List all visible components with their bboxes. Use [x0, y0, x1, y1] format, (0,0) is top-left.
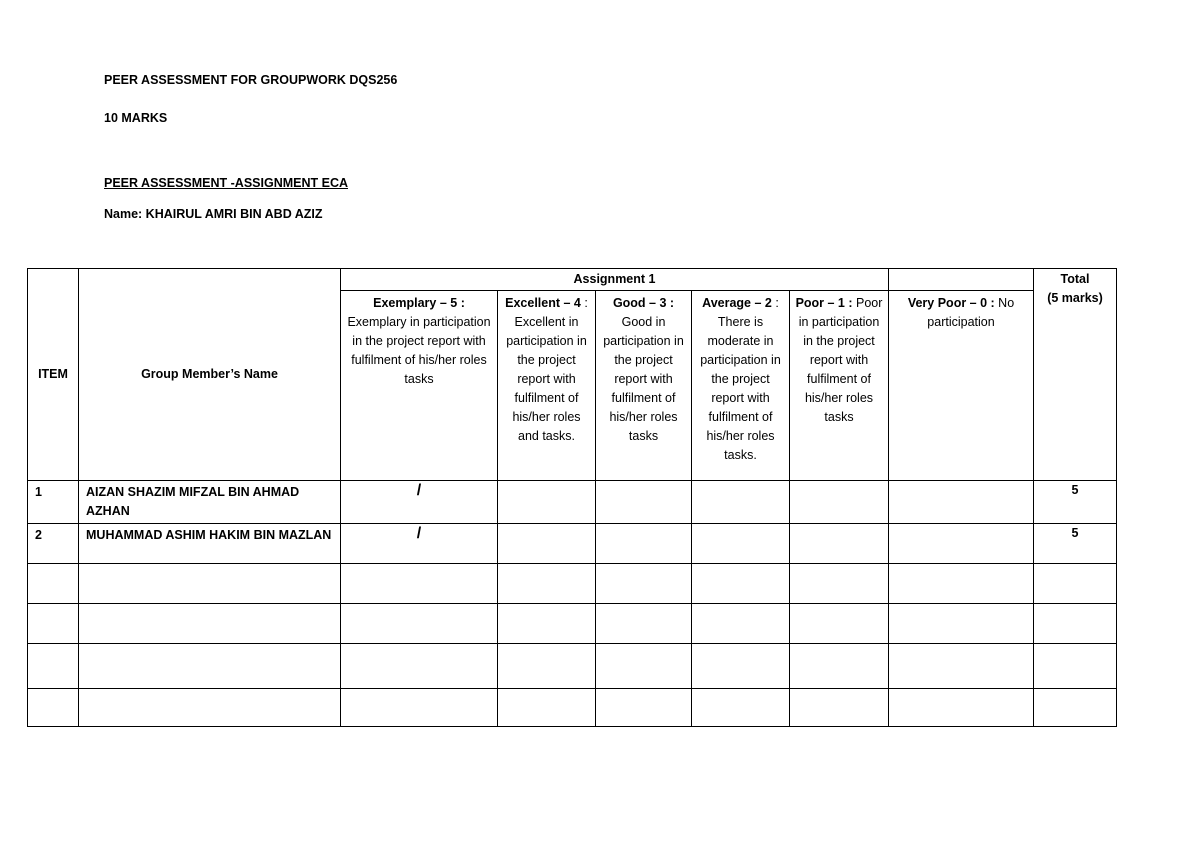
mark-cell[interactable]	[498, 524, 596, 564]
marks-label: 10 MARKS	[104, 111, 168, 125]
item-number	[28, 689, 79, 727]
mark-cell[interactable]: /	[341, 481, 498, 524]
total-header: Total (5 marks)	[1034, 269, 1117, 481]
criteria-description: : Excellent in participation in the project report with fulfilment of his/her roles and tasks.	[506, 296, 588, 443]
mark-cell[interactable]	[498, 564, 596, 604]
member-name	[79, 604, 341, 644]
member-name	[79, 564, 341, 604]
mark-cell[interactable]	[889, 689, 1034, 727]
member-name-header: Group Member’s Name	[79, 269, 341, 481]
total-cell	[1034, 604, 1117, 644]
mark-cell[interactable]	[596, 564, 692, 604]
document-title: PEER ASSESSMENT FOR GROUPWORK DQS256	[104, 73, 398, 87]
criteria-header-6	[889, 291, 1034, 481]
criteria-title: Excellent – 4	[505, 296, 581, 310]
table-row	[28, 689, 1117, 727]
mark-cell[interactable]	[692, 524, 790, 564]
mark-cell[interactable]	[692, 481, 790, 524]
criteria-title: Good – 3 :	[612, 296, 675, 310]
mark-cell[interactable]	[341, 564, 498, 604]
item-header: ITEM	[28, 269, 79, 481]
item-number: 1	[28, 481, 79, 524]
criteria-description: Good in participation in the project report with fulfilment of his/her roles tasks	[603, 315, 684, 443]
criteria-description: : There is moderate in participation in the project report with fulfilment of his/her roles tasks.	[700, 296, 781, 462]
total-cell: 5	[1034, 481, 1117, 524]
criteria-header-1	[341, 291, 498, 481]
mark-cell[interactable]	[596, 481, 692, 524]
criteria-title: Poor – 1 :	[795, 296, 853, 310]
mark-cell[interactable]	[692, 604, 790, 644]
mark-cell[interactable]	[596, 604, 692, 644]
table-row	[28, 644, 1117, 689]
mark-cell[interactable]	[498, 481, 596, 524]
item-number	[28, 644, 79, 689]
table-row	[28, 481, 1117, 524]
member-name: MUHAMMAD ASHIM HAKIM BIN MAZLAN	[79, 524, 341, 564]
criteria-description: No participation	[927, 296, 1015, 329]
mark-cell[interactable]	[596, 644, 692, 689]
item-number	[28, 604, 79, 644]
mark-cell[interactable]	[341, 644, 498, 689]
mark-cell[interactable]	[341, 689, 498, 727]
table-row	[28, 524, 1117, 564]
member-name	[79, 644, 341, 689]
total-cell	[1034, 689, 1117, 727]
item-number: 2	[28, 524, 79, 564]
mark-cell[interactable]	[790, 524, 889, 564]
criteria-title: Average – 2	[702, 296, 772, 310]
mark-cell[interactable]	[498, 604, 596, 644]
mark-cell[interactable]	[498, 689, 596, 727]
mark-cell[interactable]	[596, 524, 692, 564]
member-name: AIZAN SHAZIM MIFZAL BIN AHMAD AZHAN	[79, 481, 341, 524]
mark-cell[interactable]	[889, 564, 1034, 604]
criteria-header-5	[790, 291, 889, 481]
mark-cell[interactable]	[889, 644, 1034, 689]
mark-cell[interactable]	[692, 564, 790, 604]
mark-cell[interactable]	[692, 689, 790, 727]
assignment-header-blank	[889, 269, 1034, 291]
criteria-title: Exemplary – 5 :	[373, 296, 465, 310]
criteria-description: Exemplary in participation in the project report with fulfilment of his/her roles tasks	[347, 315, 491, 386]
mark-cell[interactable]	[341, 604, 498, 644]
assessor-name: Name: KHAIRUL AMRI BIN ABD AZIZ	[104, 207, 323, 221]
mark-cell[interactable]	[692, 644, 790, 689]
mark-cell[interactable]	[498, 644, 596, 689]
mark-cell[interactable]	[790, 689, 889, 727]
criteria-header-2	[498, 291, 596, 481]
mark-cell[interactable]	[790, 604, 889, 644]
assessment-subtitle: PEER ASSESSMENT -ASSIGNMENT ECA	[104, 176, 349, 190]
mark-cell[interactable]	[596, 689, 692, 727]
table-row	[28, 564, 1117, 604]
mark-cell[interactable]	[889, 604, 1034, 644]
member-name	[79, 689, 341, 727]
mark-cell[interactable]	[790, 644, 889, 689]
total-cell	[1034, 564, 1117, 604]
assignment-header: Assignment 1	[341, 269, 889, 291]
mark-cell[interactable]	[889, 524, 1034, 564]
mark-cell[interactable]	[790, 481, 889, 524]
mark-cell[interactable]: /	[341, 524, 498, 564]
table-row	[28, 604, 1117, 644]
criteria-title: Very Poor – 0 :	[907, 296, 995, 310]
criteria-header-3	[596, 291, 692, 481]
mark-cell[interactable]	[790, 564, 889, 604]
mark-cell[interactable]	[889, 481, 1034, 524]
item-number	[28, 564, 79, 604]
criteria-header-4	[692, 291, 790, 481]
total-cell	[1034, 644, 1117, 689]
criteria-description: Poor in participation in the project report with fulfilment of his/her roles tasks	[798, 296, 883, 424]
total-cell: 5	[1034, 524, 1117, 564]
peer-assessment-table	[27, 268, 1117, 727]
